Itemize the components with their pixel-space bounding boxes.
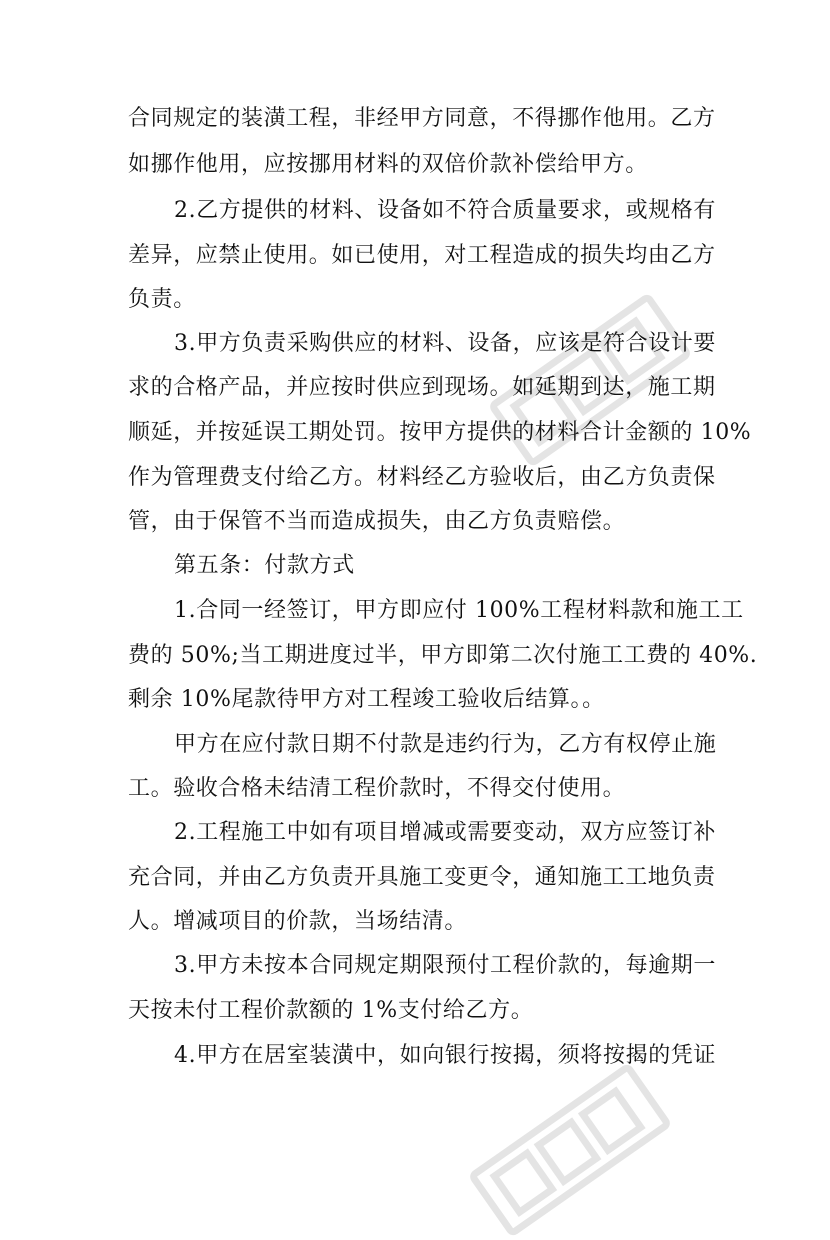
text-line: 差异，应禁止使用。如已使用，对工程造成的损失均由乙方 (128, 243, 716, 268)
text-line: 3.甲方未按本合同规定期限预付工程价款的，每逾期一 (174, 953, 716, 978)
text-line: 如挪作他用，应按挪用材料的双倍价款补偿给甲方。 (128, 152, 648, 177)
text-line: 剩余 10%尾款待甲方对工程竣工验收后结算。。 (128, 687, 605, 712)
text-line: 充合同，并由乙方负责开具施工变更令，通知施工工地负责 (128, 865, 716, 890)
text-line: 天按未付工程价款额的 1%支付给乙方。 (128, 998, 534, 1023)
text-line: 人。增减项目的价款，当场结清。 (128, 909, 468, 934)
text-line: 求的合格产品，并应按时供应到现场。如延期到达，施工期 (128, 375, 716, 400)
text-line: 作为管理费支付给乙方。材料经乙方验收后，由乙方负责保 (128, 465, 716, 490)
text-line: 顺延，并按延误工期处罚。按甲方提供的材料合计金额的 10% (128, 420, 752, 445)
text-line: 2.工程施工中如有项目增减或需要变动，双方应签订补 (174, 820, 716, 845)
text-line: 甲方在应付款日期不付款是违约行为，乙方有权停止施 (174, 732, 717, 757)
text-line: 2.乙方提供的材料、设备如不符合质量要求，或规格有 (174, 198, 716, 223)
text-line: 3.甲方负责采购供应的材料、设备，应该是符合设计要 (174, 331, 716, 356)
text-line: 1.合同一经签订，甲方即应付 100%工程材料款和施工工 (174, 598, 744, 623)
text-line: 管，由于保管不当而造成损失，由乙方负责赔偿。 (128, 509, 626, 534)
section-heading: 第五条：付款方式 (174, 553, 355, 578)
text-line: 负责。 (128, 287, 196, 312)
text-line: 费的 50%;当工期进度过半，甲方即第二次付施工工费的 40%. (128, 643, 758, 668)
text-line: 工。验收合格未结清工程价款时，不得交付使用。 (128, 776, 626, 801)
text-line: 4.甲方在居室装潢中，如向银行按揭，须将按揭的凭证 (174, 1043, 716, 1068)
text-line: 合同规定的装潢工程，非经甲方同意，不得挪作他用。乙方 (128, 106, 716, 131)
